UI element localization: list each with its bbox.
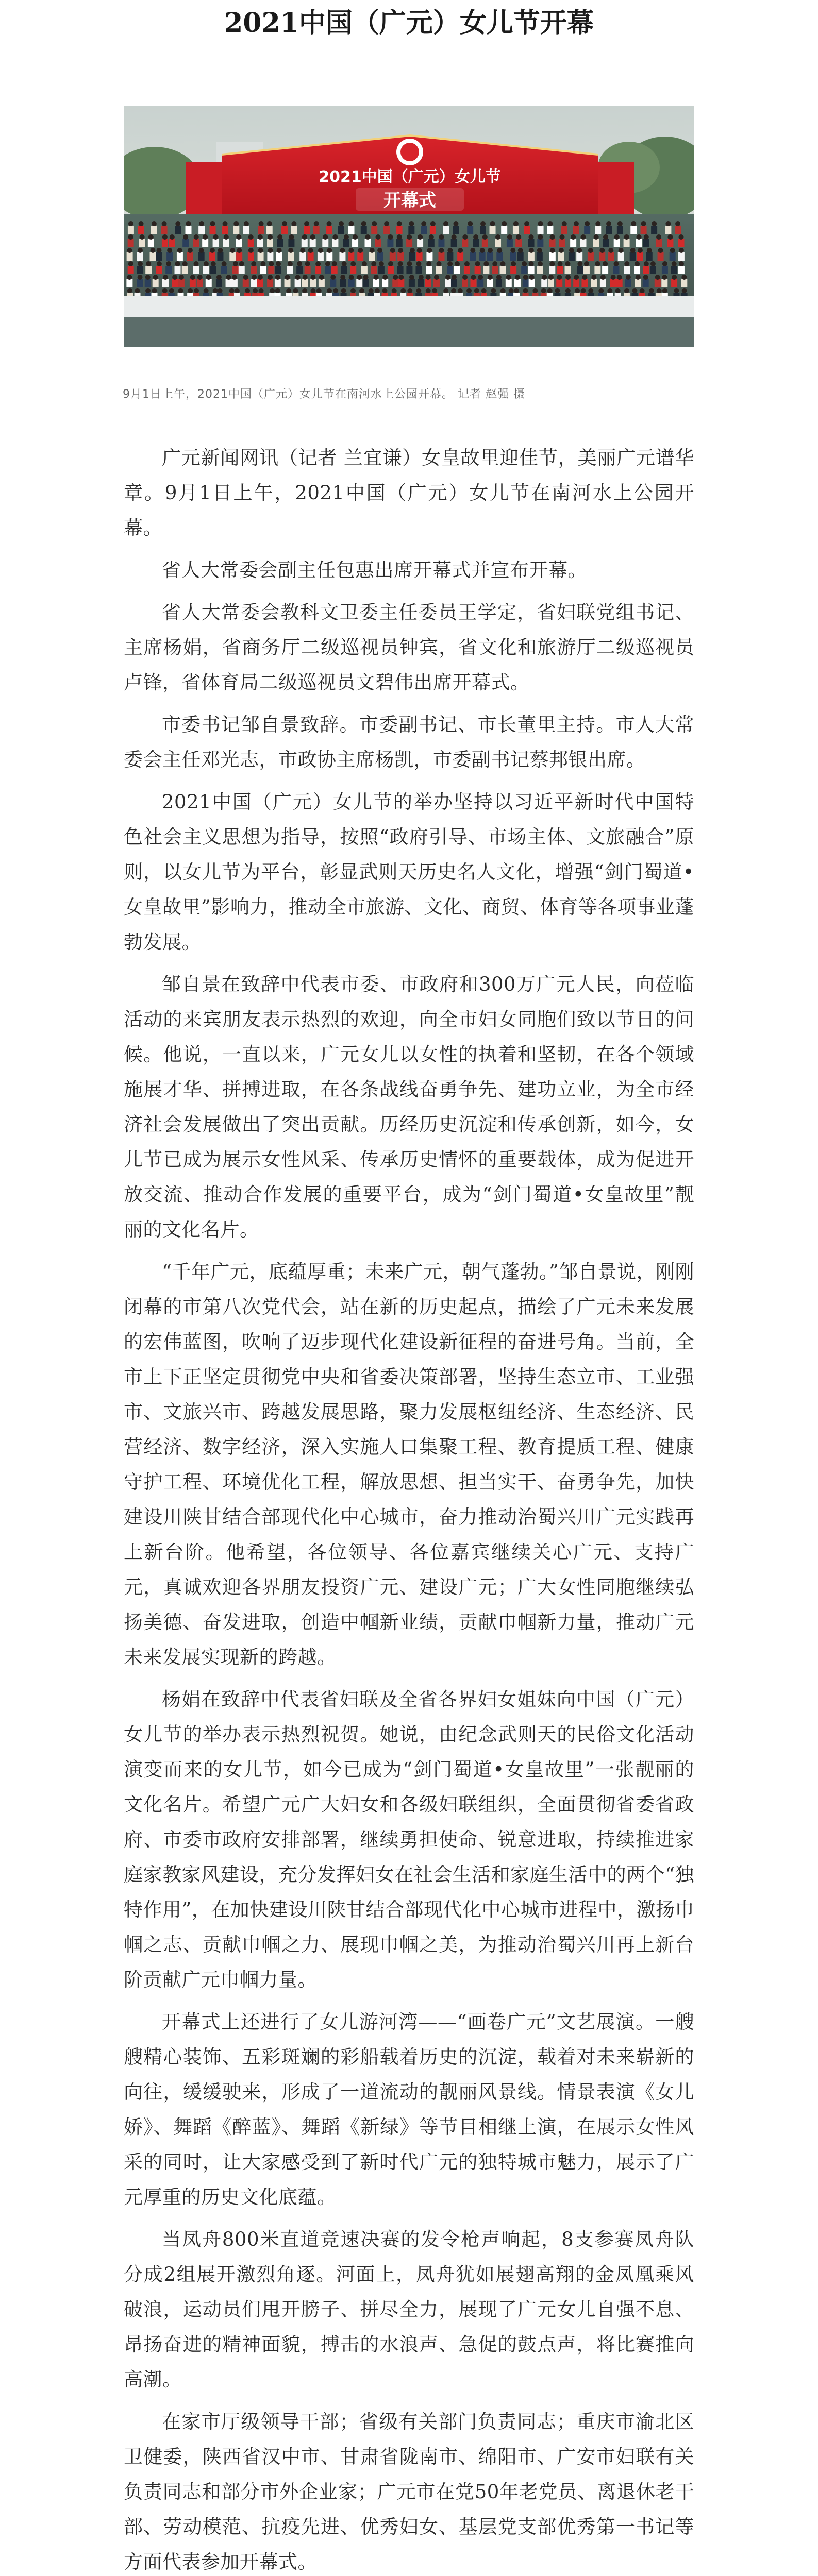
article-body (124, 440, 694, 2576)
photo-caption: 9月1日上午，2021中国（广元）女儿节在南河水上公园开幕。 记者 赵强 摄 (123, 388, 525, 401)
article-paragraph: 2021中国（广元）女儿节的举办坚持以习近平新时代中国特色社会主义思想为指导，按照“政府引导、市场主体、文旅融合”原则，以女儿节为平台，彰显武则天历史名人文化，增强“剑门蜀道•女皇故里”影响力，推动全市旅游、文化、商贸、体育等各项事业蓬勃发展。 (124, 791, 694, 953)
article-paragraph: 广元新闻网讯（记者 兰宜谦）女皇故里迎佳节，美丽广元谱华章。9月1日上午，2021中国（广元）女儿节在南河水上公园开幕。 (124, 447, 694, 539)
article-paragraph: 当凤舟800米直道竞速决赛的发令枪声响起，8支参赛凤舟队分成2组展开激烈角逐。河面上，凤舟犹如展翅高翔的金凤凰乘风破浪，运动员们甩开膀子、拼尽全力，展现了广元女儿自强不息、昂扬奋进的精神面貌，搏击的水浪声、急促的鼓点声，将比赛推向高潮。 (124, 2228, 694, 2391)
article-paragraph: 开幕式上还进行了女儿游河湾——“画卷广元”文艺展演。一艘艘精心装饰、五彩斑斓的彩船载着历史的沉淀，载着对未来崭新的向往，缓缓驶来，形成了一道流动的靓丽风景线。情景表演《女儿娇》、舞蹈《醉蓝》、舞蹈《新绿》等节目相继上演，在展示女性风采的同时，让大家感受到了新时代广元的独特城市魅力，展示了广元厚重的历史文化底蕴。 (124, 2011, 694, 2208)
article-paragraph: 市委书记邹自景致辞。市委副书记、市长董里主持。市人大常委会主任邓光志，市政协主席杨凯，市委副书记蔡邦银出席。 (124, 714, 694, 771)
article-paragraph: 在家市厅级领导干部；省级有关部门负责同志；重庆市渝北区卫健委，陕西省汉中市、甘肃省陇南市、绵阳市、广安市妇联有关负责同志和部分市外企业家；广元市在党50年老党员、离退休老干部、劳动模范、抗疫先进、优秀妇女、基层党支部优秀第一书记等方面代表参加开幕式。 (124, 2411, 694, 2573)
article-paragraph: “千年广元，底蕴厚重；未来广元，朝气蓬勃。”邹自景说，刚刚闭幕的市第八次党代会，站在新的历史起点，描绘了广元未来发展的宏伟蓝图，吹响了迈步现代化建设新征程的奋进号角。当前，全市上下正坚定贯彻党中央和省委决策部署，坚持生态立市、工业强市、文旅兴市、跨越发展思路，聚力发展枢纽经济、生态经济、民营经济、数字经济，深入实施人口集聚工程、教育提质工程、健康守护工程、环境优化工程，解放思想、担当实干、奋勇争先，加快建设川陕甘结合部现代化中心城市，奋力推动治蜀兴川广元实践再上新台阶。他希望，各位领导、各位嘉宾继续关心广元、支持广元，真诚欢迎各界朋友投资广元、建设广元；广大女性同胞继续弘扬美德、奋发进取，创造中帼新业绩，贡献巾帼新力量，推动广元未来发展实现新的跨越。 (124, 1261, 694, 1668)
stage-banner-subtitle: 开幕式 (383, 190, 436, 211)
festival-stage-photo (124, 106, 694, 347)
article-paragraph: 省人大常委会教科文卫委主任委员王学定，省妇联党组书记、主席杨娟，省商务厅二级巡视员钟宾，省文化和旅游厅二级巡视员卢锋，省体育局二级巡视员文碧伟出席开幕式。 (124, 601, 694, 693)
stage-banner-title: 2021中国（广元）女儿节 (319, 168, 501, 186)
article-photo (124, 106, 694, 347)
article-title: 2021中国（广元）女儿节开幕 (224, 7, 594, 39)
article-paragraph: 邹自景在致辞中代表市委、市政府和300万广元人民，向莅临活动的来宾朋友表示热烈的欢迎，向全市妇女同胞们致以节日的问候。他说，一直以来，广元女儿以女性的执着和坚韧，在各个领域施展才华、拼搏进取，在各条战线奋勇争先、建功立业，为全市经济社会发展做出了突出贡献。历经历史沉淀和传承创新，如今，女儿节已成为展示女性风采、传承历史情怀的重要载体，成为促进开放交流、推动合作发展的重要平台，成为“剑门蜀道•女皇故里”靓丽的文化名片。 (124, 973, 694, 1241)
article-paragraph: 省人大常委会副主任包惠出席开幕式并宣布开幕。 (162, 559, 587, 581)
article-paragraph: 杨娟在致辞中代表省妇联及全省各界妇女姐妹向中国（广元）女儿节的举办表示热烈祝贺。她说，由纪念武则天的民俗文化活动演变而来的女儿节，如今已成为“剑门蜀道•女皇故里”一张靓丽的文化名片。希望广元广大妇女和各级妇联组织，全面贯彻省委省政府、市委市政府安排部署，继续勇担使命、锐意进取，持续推进家庭家教家风建设，充分发挥妇女在社会生活和家庭生活中的两个“独特作用”，在加快建设川陕甘结合部现代化中心城市进程中，激扬巾帼之志、贡献巾帼之力、展现巾帼之美，为推动治蜀兴川再上新台阶贡献广元巾帼力量。 (124, 1688, 694, 1991)
